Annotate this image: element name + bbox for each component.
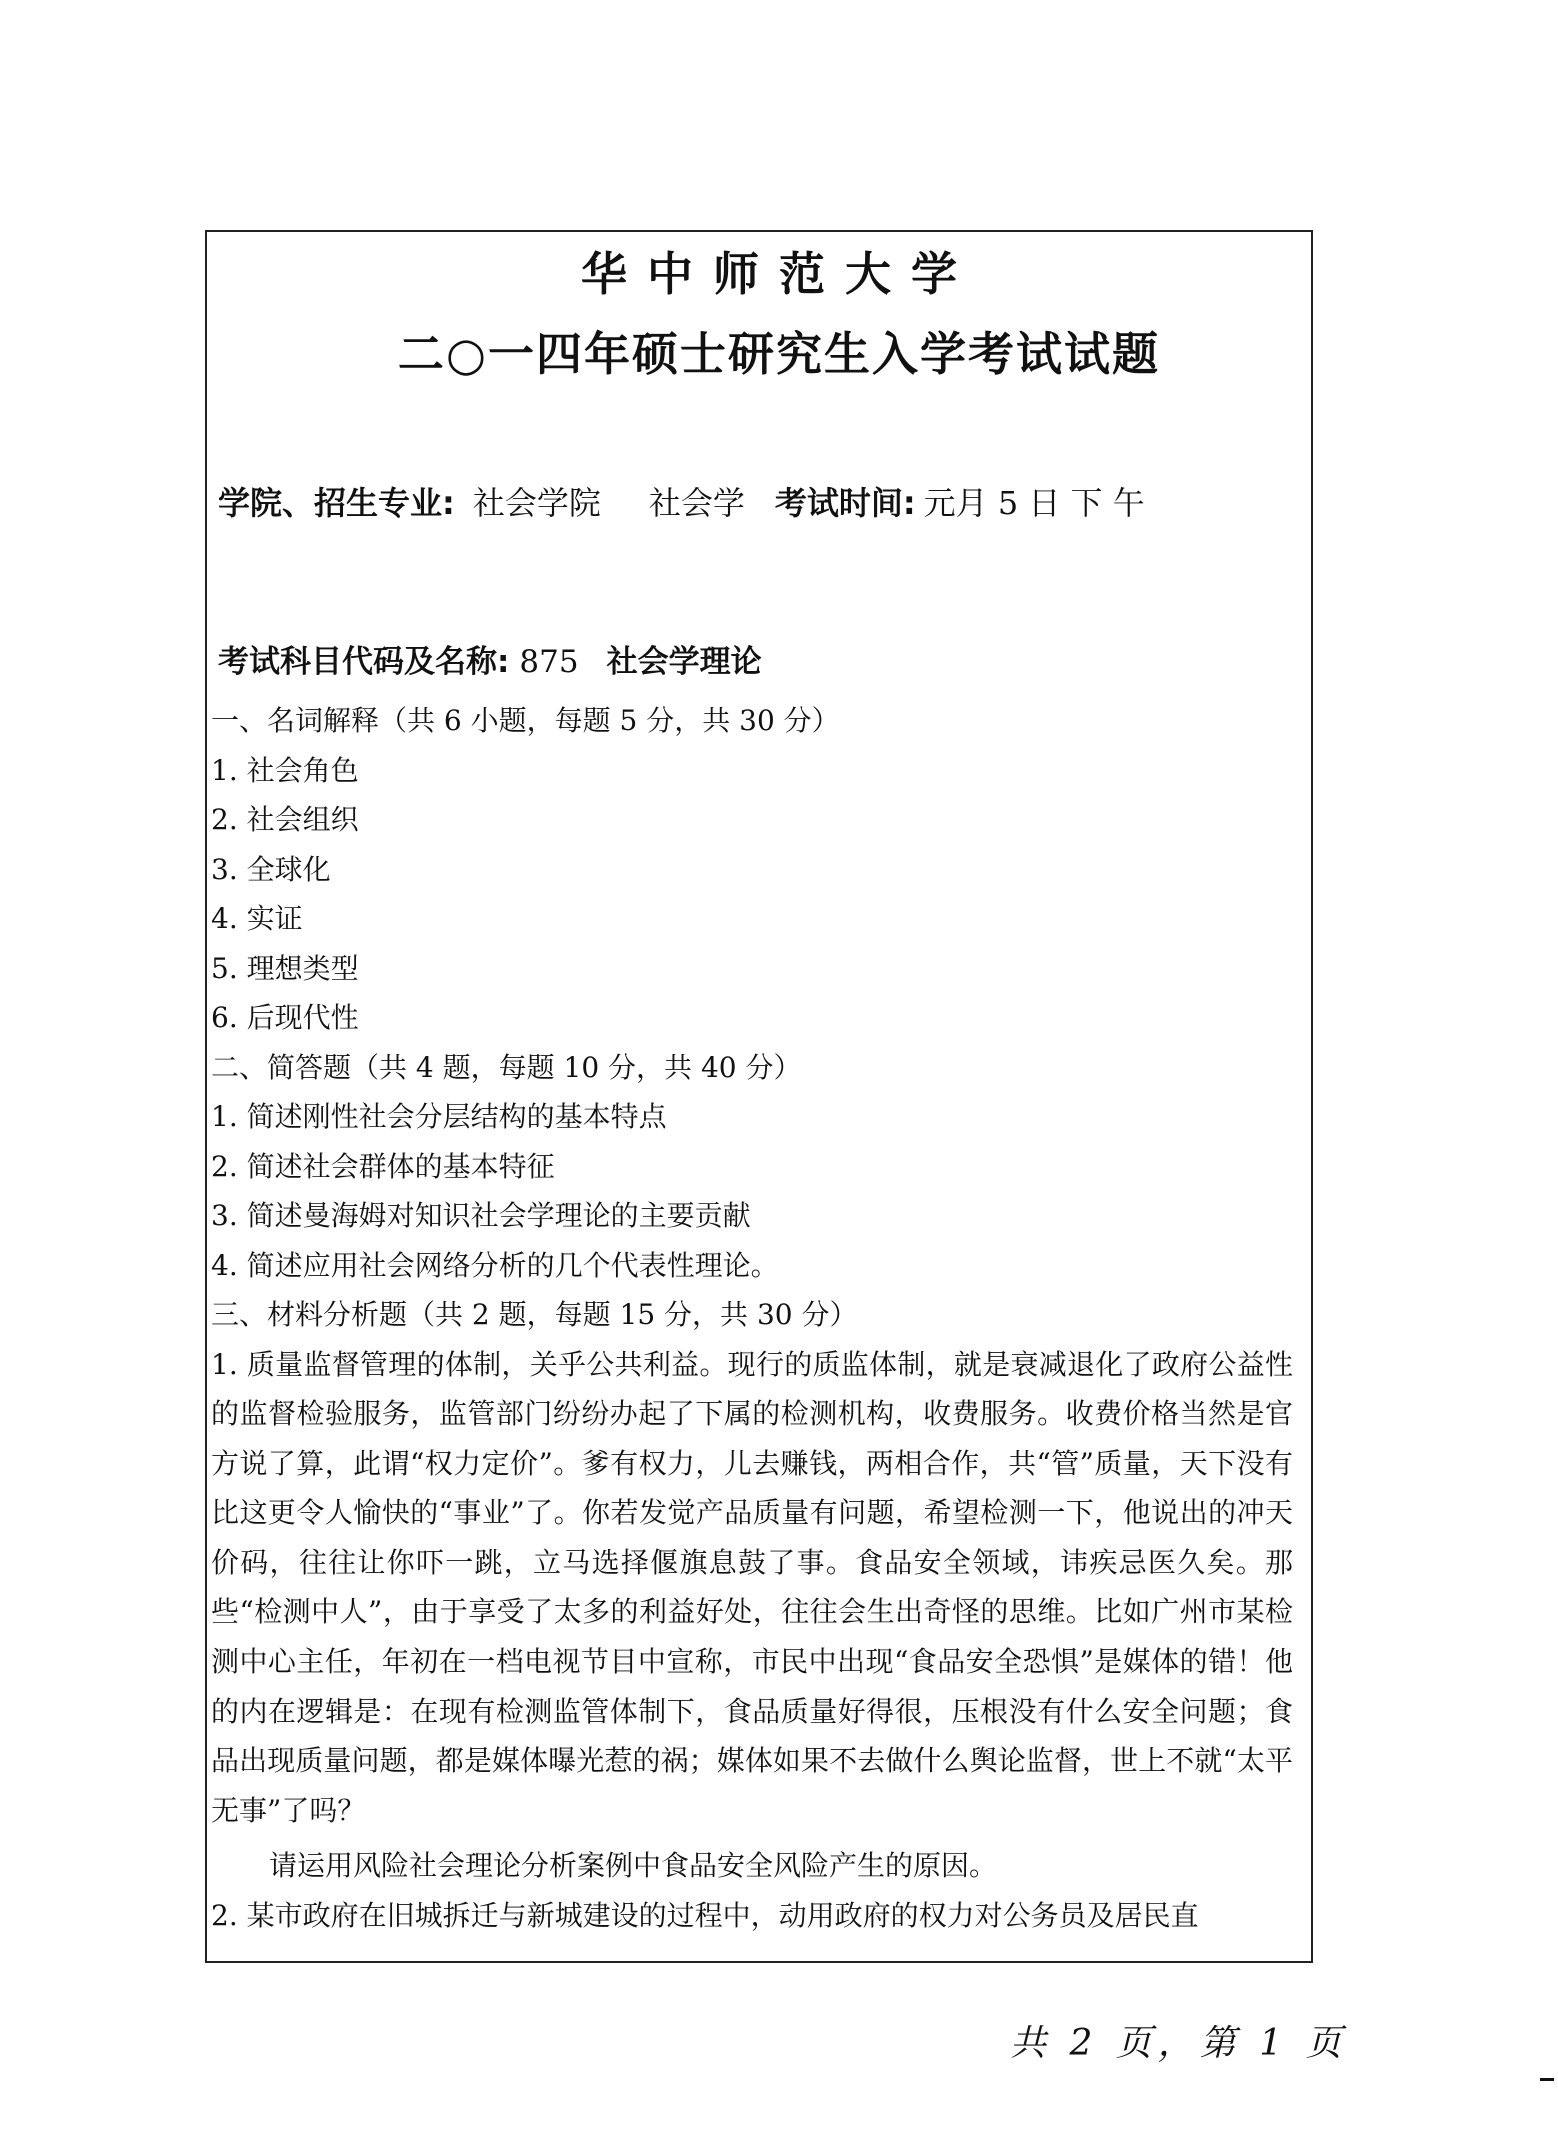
list-item: 5. 理想类型	[211, 951, 359, 985]
list-item: 6. 后现代性	[211, 1001, 359, 1034]
list-item: 2. 简述社会群体的基本特征	[211, 1149, 555, 1183]
list-item: 3. 简述曼海姆对知识社会学理论的主要贡献	[211, 1199, 751, 1232]
college-label: 学院、招生专业:	[218, 484, 455, 522]
subject-line	[218, 636, 762, 681]
question-1-text: 1. 质量监督管理的体制，关乎公共利益。现行的质监体制，就是衰减退化了政府公益性的监督检验服务，监管部门纷纷办起了下属的检测机构，收费服务。收费价格当然是官方说了算，此谓“权力定价”。爹有权力，儿去赚钱，两相合作，共“管”质量，天下没有比这更令人愉快的“事业”了。你若发觉产品质量有问题，希望检测一下，他说出的冲天价码，往往让你吓一跳，立马选择偃旗息鼓了事。食品安全领域，讳疾忌医久矣。那些“检测中人”，由于享受了太多的利益好处，往往会生出奇怪的思维。比如广州市某检测中心主任，年初在一档电视节目中宣称，市民中出现“食品安全恐惧”是媒体的错！他的内在逻辑是：在现有检测监管体制下，食品质量好得很，压根没有什么安全问题；食品出现质量问题，都是媒体曝光惹的祸；媒体如果不去做什么舆论监督，世上不就“太平无事”了吗？	[211, 1347, 1293, 1827]
subject-label: 考试科目代码及名称:	[218, 644, 510, 680]
university-title: 华中师范大学	[581, 247, 977, 301]
list-item: 4. 实证	[211, 902, 303, 935]
college-value: 社会学院	[472, 484, 601, 522]
question-2-text: 2. 某市政府在旧城拆迁与新城建设的过程中，动用政府的权力对公务员及居民直	[211, 1899, 1199, 1933]
time-value: 元月 5 日 下 午	[923, 484, 1145, 522]
scan-mark	[1540, 2078, 1554, 2081]
section-2-title: 二、简答题（共 4 题，每题 10 分，共 40 分）	[211, 1050, 802, 1084]
exam-content	[211, 696, 1293, 1941]
list-item: 2. 社会组织	[211, 803, 359, 836]
question-1-task: 请运用风险社会理论分析案例中食品安全风险产生的原因。	[269, 1849, 998, 1883]
subject-code: 875	[519, 644, 579, 680]
list-item: 4. 简述应用社会网络分析的几个代表性理论。	[211, 1248, 779, 1282]
list-item: 3. 全球化	[211, 852, 331, 886]
page-info: 共 2 页，第 1 页	[1010, 2023, 1348, 2064]
major-value: 社会学	[648, 484, 745, 522]
time-label: 考试时间:	[774, 484, 916, 522]
list-item: 1. 社会角色	[211, 753, 359, 787]
list-item: 1. 简述刚性社会分层结构的基本特点	[211, 1100, 667, 1133]
section-1-title: 一、名词解释（共 6 小题，每题 5 分，共 30 分）	[211, 704, 840, 737]
exam-title: 二○一四年硕士研究生入学考试试题	[397, 327, 1161, 381]
section-3-title: 三、材料分析题（共 2 题，每题 15 分，共 30 分）	[211, 1298, 858, 1331]
meta-line	[218, 478, 1145, 524]
subject-name: 社会学理论	[606, 644, 762, 680]
